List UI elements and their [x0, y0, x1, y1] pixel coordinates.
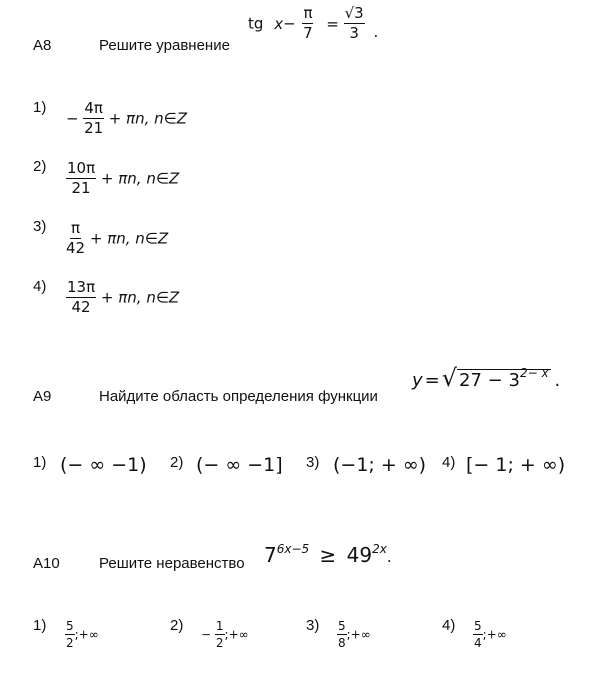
answer-fraction	[66, 161, 96, 196]
answer-denominator: 2	[215, 636, 224, 650]
a8-answer-3[interactable]	[66, 221, 168, 256]
answer-tail: + πn, n∈Z	[100, 169, 180, 188]
fn-base: 27 − 3	[459, 370, 520, 391]
a10-answer-1[interactable]	[65, 620, 99, 649]
eq-tg: tg	[248, 14, 264, 33]
answer-fraction	[337, 620, 347, 649]
answer-tail: + πn, n∈Z	[89, 229, 169, 248]
a9-label: А9	[33, 388, 52, 405]
a8-answer-2[interactable]	[66, 161, 179, 196]
a8-answer-4-number: 4)	[33, 278, 47, 295]
fn-eq: =	[424, 370, 440, 391]
answer-numerator: 5	[338, 619, 346, 633]
answer-numerator: 5	[474, 619, 482, 633]
a10-prompt: Решите неравенство	[99, 555, 245, 572]
eq-fraction-sqrt3-3	[344, 6, 365, 41]
dot: .	[386, 548, 392, 566]
answer-tail: + πn, n∈Z	[100, 288, 180, 307]
answer-sign: −	[201, 627, 212, 642]
a9-answer-2[interactable]: (− ∞ −1]	[196, 454, 283, 476]
answer-fraction	[66, 280, 96, 315]
eq-dot: .	[373, 23, 379, 41]
answer-tail: ;+∞	[482, 627, 507, 642]
answer-denominator: 2	[66, 636, 74, 650]
eq-x: x	[274, 14, 284, 33]
answer-denominator: 42	[66, 239, 86, 257]
a10-label: А10	[33, 555, 60, 572]
eq-7: 7	[303, 24, 313, 42]
rhs-base: 49	[346, 543, 373, 567]
answer-denominator: 42	[71, 298, 91, 316]
rhs-exponent: 2x	[372, 542, 387, 556]
eq-minus: −	[283, 14, 296, 33]
a8-answer-1-number: 1)	[33, 99, 47, 116]
answer-fraction	[215, 620, 225, 649]
a8-answer-2-number: 2)	[33, 158, 47, 175]
answer-fraction	[83, 101, 104, 136]
answer-numerator: 1	[215, 619, 224, 633]
a10-answer-4[interactable]	[473, 620, 507, 649]
relation: ≥	[319, 543, 337, 567]
a8-label: А8	[33, 37, 52, 54]
answer-denominator: 21	[71, 179, 91, 197]
fn-y: y	[412, 370, 423, 391]
a9-answer-4[interactable]: [− 1; + ∞)	[466, 454, 566, 476]
eq-fraction-pi-7	[302, 6, 313, 41]
lhs-exponent: 6x−5	[276, 542, 310, 556]
eq-pi: π	[303, 4, 313, 22]
answer-tail: ;+∞	[74, 627, 99, 642]
a10-answer-1-number: 1)	[33, 617, 47, 634]
eq-equals: =	[326, 14, 339, 33]
eq-3: 3	[349, 24, 359, 42]
a9-function	[412, 366, 560, 391]
answer-numerator: 10π	[67, 159, 96, 177]
a8-answer-3-number: 3)	[33, 218, 47, 235]
answer-fraction	[473, 620, 483, 649]
answer-numerator: π	[71, 219, 81, 237]
answer-tail: ;+∞	[224, 627, 249, 642]
answer-tail: ;+∞	[346, 627, 371, 642]
a10-answer-2[interactable]	[201, 620, 249, 649]
answer-fraction	[65, 620, 75, 649]
answer-tail: + πn, n∈Z	[108, 109, 187, 128]
answer-numerator: 4π	[84, 99, 103, 117]
a8-equation	[248, 6, 378, 41]
a8-prompt: Решите уравнение	[99, 37, 230, 54]
a9-answer-1-number: 1)	[33, 454, 47, 471]
a10-answer-3-number: 3)	[306, 617, 320, 634]
a9-answer-3[interactable]: (−1; + ∞)	[333, 454, 427, 476]
fn-dot: .	[554, 370, 561, 391]
a9-prompt: Найдите область определения функции	[99, 388, 378, 405]
answer-denominator: 8	[338, 636, 346, 650]
a9-answer-3-number: 3)	[306, 454, 320, 471]
a10-answer-2-number: 2)	[170, 617, 184, 634]
a8-answer-4[interactable]	[66, 280, 179, 315]
answer-denominator: 4	[474, 636, 482, 650]
answer-numerator: 13π	[67, 278, 96, 296]
sqrt-icon: √ $27 - 3^{2- x}$	[441, 364, 549, 392]
fn-exponent: 2− x	[519, 366, 549, 380]
a9-answer-1[interactable]: (− ∞ −1)	[60, 454, 147, 476]
answer-fraction	[66, 221, 85, 256]
a9-answer-2-number: 2)	[170, 454, 184, 471]
answer-numerator: 5	[66, 619, 74, 633]
a8-answer-1[interactable]	[66, 101, 187, 136]
eq-sqrt3: √3	[344, 4, 364, 22]
a10-answer-3[interactable]	[337, 620, 371, 649]
answer-sign: −	[66, 109, 79, 128]
a10-answer-4-number: 4)	[442, 617, 456, 634]
lhs-base: 7	[264, 543, 277, 567]
a10-inequality	[264, 543, 392, 567]
a9-answer-4-number: 4)	[442, 454, 456, 471]
answer-denominator: 21	[84, 119, 104, 137]
